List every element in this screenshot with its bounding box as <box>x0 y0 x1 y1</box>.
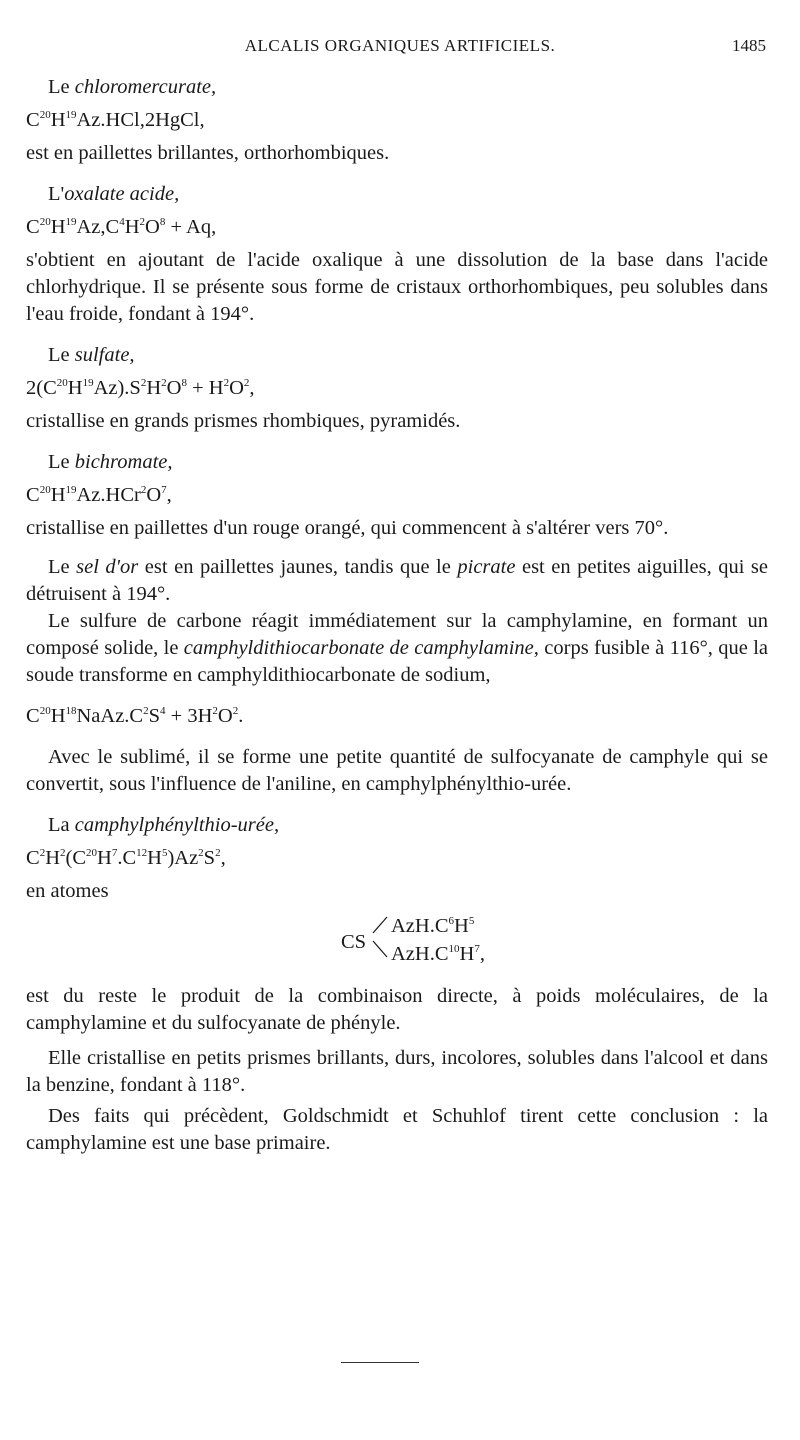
paragraph-conclusion: Des faits qui précèdent, Goldschmidt et Schuhlof tirent cette conclusion : la camphylamine est une base primaire. <box>26 1105 768 1154</box>
running-header <box>0 36 800 58</box>
formula-bichromate: $C^{20}H^{19}Az.HCr^2O^7$, <box>26 484 172 506</box>
paragraph-sulfure-de-carbone: Le sulfure de carbone réagit immédiatement sur la camphylamine, en formant un composé solide, le camphyldithiocarbonate de camphylamine, corps fusible à 116°, que la soude transforme en camphyldithiocarbonate de sodium, <box>26 610 768 686</box>
formula-sulfate: $2(C^{20}H^{19}Az).S^2H^2O^8 + H^2O^2$, <box>26 377 255 399</box>
paragraph-chloromercurate-desc: est en paillettes brillantes, orthorhombiques. <box>26 142 390 164</box>
paragraph-combinaison: est du reste le produit de la combinaison directe, à poids moléculaires, de la camphylamine et du sulfocyanate de phényle. <box>26 985 768 1034</box>
formula-oxalate: $C^{20}H^{19}Az,C^4H^2O^8 + Aq$, <box>26 216 217 238</box>
paragraph-oxalate-desc: s'obtient en ajoutant de l'acide oxalique à une dissolution de la base dans l'acide chlorhydrique. Il se présente sous forme de cristaux orthorhombiques, peu solubles dans l'eau froide, fondant à 194°. <box>26 249 768 325</box>
formula-dithiocarbonate: $C^{20}H^{18}NaAz.C^2S^4 + 3H^2O^2$. <box>26 705 244 727</box>
body-text <box>26 74 768 1157</box>
paragraph-bichromate-desc: cristallise en paillettes d'un rouge orangé, qui commencent à s'altérer vers 70°. <box>26 517 669 539</box>
formula-cs-core: CS <box>341 931 367 953</box>
running-title: ALCALIS ORGANIQUES ARTIFICIELS. <box>244 36 556 55</box>
paragraph-sulfate-intro: Le sulfate, <box>48 344 135 366</box>
paragraph-cristallise: Elle cristallise en petits prismes brillants, durs, incolores, solubles dans l'alcool et dans la benzine, fondant à 118°. <box>26 1047 768 1096</box>
paragraph-sulfate-desc: cristallise en grands prismes rhombiques, pyramidés. <box>26 410 461 432</box>
closing-rule <box>341 1362 419 1363</box>
paragraph-sublime: Avec le sublimé, il se forme une petite quantité de sulfocyanate de camphyle qui se convertit, sous l'influence de l'aniline, en camphylphénylthio-urée. <box>26 746 768 795</box>
formula-thiouree: $C^2H^2(C^{20}H^7.C^{12}H^5)Az^2S^2$, <box>26 847 226 869</box>
paragraph-chloromercurate-intro: Le chloromercurate, <box>48 76 217 98</box>
formula-lower-branch: $AzH.C^{10}H^7$, <box>391 943 485 965</box>
paragraph-en-atomes: en atomes <box>26 880 109 902</box>
bond-lower-line <box>371 939 389 961</box>
paragraph-sel-dor: Le sel d'or est en paillettes jaunes, tandis que le picrate est en petites aiguilles, qui se détruisent à 194°. <box>26 556 769 605</box>
paragraph-thiouree-intro: La camphylphénylthio-urée, <box>48 814 280 836</box>
paragraph-bichromate-intro: Le bichromate, <box>48 451 173 473</box>
page-number: 1485 <box>732 36 766 55</box>
formula-upper-branch: $AzH.C^6H^5$ <box>391 915 475 937</box>
formula-atomic-structure <box>26 909 768 975</box>
formula-chloromercurate: $C^{20}H^{19}Az.HCl,2HgCl$, <box>26 109 205 131</box>
bond-upper-line <box>371 913 389 935</box>
paragraph-oxalate-intro: L'oxalate acide, <box>48 183 180 205</box>
